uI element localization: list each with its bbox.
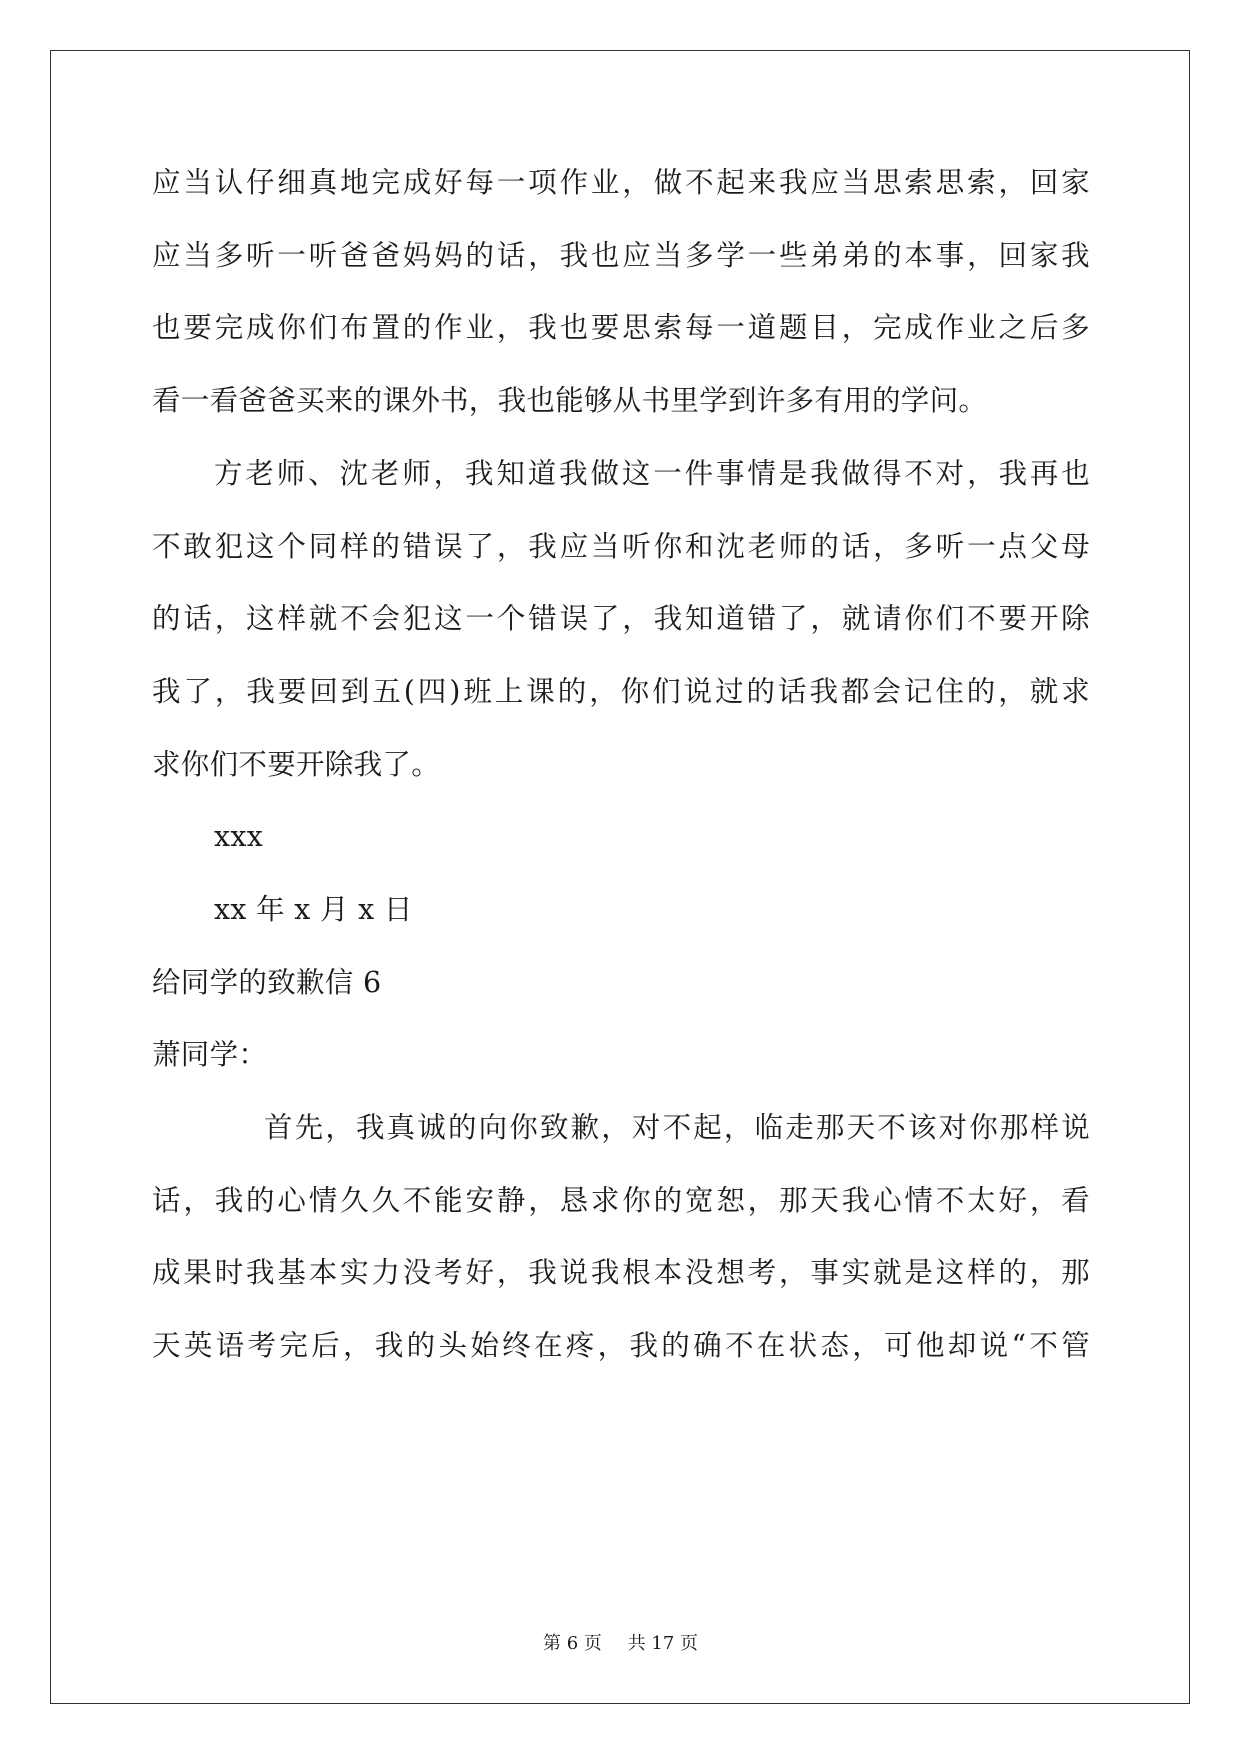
section-title: 给同学的致歉信 6: [152, 966, 382, 999]
text-line: 不敢犯这个同样的错误了，我应当听你和沈老师的话，多听一点父母: [152, 530, 1090, 563]
letter-salutation: 萧同学：: [152, 1038, 268, 1071]
text-line: 话，我的心情久久不能安静，恳求你的宽恕，那天我心情不太好，看: [152, 1184, 1090, 1217]
text-line: 也要完成你们布置的作业，我也要思索每一道题目，完成作业之后多: [152, 311, 1090, 344]
signature-name: xxx: [214, 820, 264, 853]
text-line: 的话，这样就不会犯这一个错误了，我知道错了，就请你们不要开除: [152, 602, 1090, 635]
paragraph-start-line: 首先，我真诚的向你致歉，对不起，临走那天不该对你那样说: [264, 1111, 1090, 1144]
text-line: 看一看爸爸买来的课外书，我也能够从书里学到许多有用的学问。: [152, 384, 988, 417]
page-footer: [0, 1632, 1241, 1656]
page-number: 第 6 页: [543, 1633, 602, 1654]
signature-date: xx 年 x 月 x 日: [214, 893, 413, 926]
paragraph-start-line: 方老师、沈老师，我知道我做这一件事情是我做得不对，我再也: [214, 457, 1090, 490]
text-line: 求你们不要开除我了。: [152, 748, 441, 781]
text-line: 应当认仔细真地完成好每一项作业，做不起来我应当思索思索，回家: [152, 166, 1090, 199]
text-line: 我了，我要回到五(四)班上课的，你们说过的话我都会记住的，就求: [152, 675, 1090, 708]
page-total: 共 17 页: [627, 1633, 698, 1654]
text-line: 天英语考完后，我的头始终在疼，我的确不在状态，可他却说“不管: [152, 1329, 1090, 1362]
page-border: [50, 50, 1190, 1704]
text-line: 应当多听一听爸爸妈妈的话，我也应当多学一些弟弟的本事，回家我: [152, 239, 1090, 272]
text-line: 成果时我基本实力没考好，我说我根本没想考，事实就是这样的，那: [152, 1256, 1090, 1289]
